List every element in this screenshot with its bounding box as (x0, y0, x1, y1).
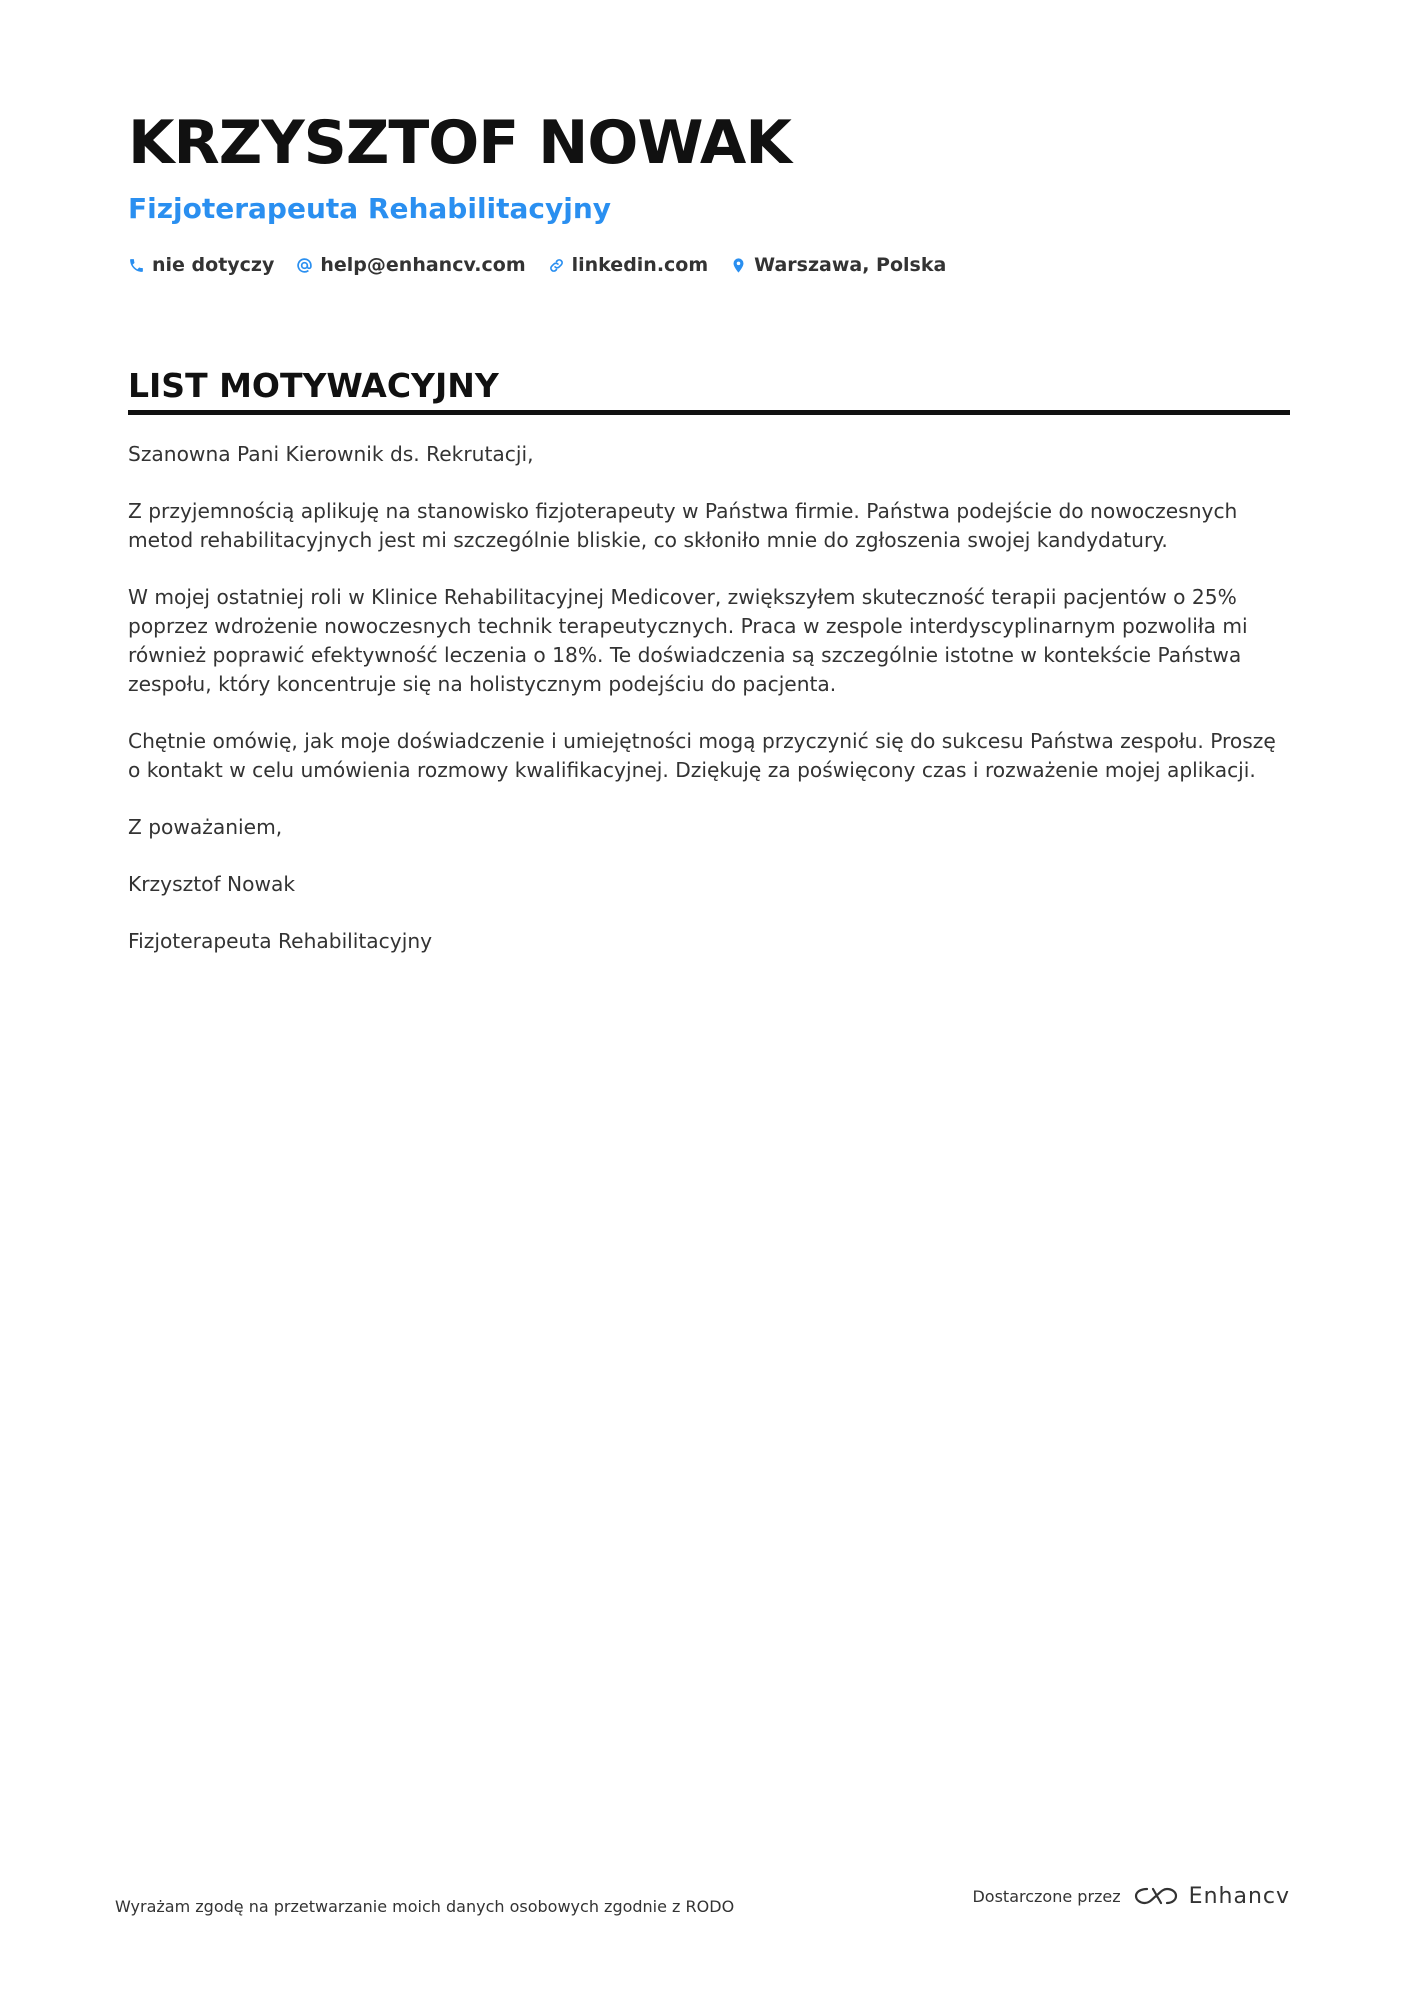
letter-paragraph-3: Chętnie omówię, jak moje doświadczenie i umiejętności mogą przyczynić się do sukcesu Państwa zespołu. Proszę o kontakt w celu umówienia rozmowy kwalifikacyjnej. Dziękuję za poświęcony czas i rozważenie mojej aplikacji. (128, 729, 1276, 782)
at-icon (296, 257, 313, 274)
letter-paragraph-1: Z przyjemnością aplikuję na stanowisko fizjoterapeuty w Państwa firmie. Państwa podejście do nowoczesnych metod rehabilitacyjnych jest mi szczególnie bliskie, co skłoniło mnie do zgłoszenia swojej kandydatury. (128, 499, 1238, 552)
contact-email[interactable] (296, 254, 525, 276)
contact-linkedin[interactable] (548, 254, 709, 276)
contact-email-text: help@enhancv.com (320, 254, 526, 276)
contact-location (730, 254, 946, 276)
signature-name: Krzysztof Nowak (128, 872, 296, 896)
provided-by[interactable] (972, 1883, 1290, 1909)
signature-title: Fizjoterapeuta Rehabilitacyjny (128, 929, 433, 953)
consent-note: Wyrażam zgodę na przetwarzanie moich danych osobowych zgodnie z RODO (115, 1897, 735, 1916)
letter-closing: Z poważaniem, (128, 815, 283, 839)
phone-icon (128, 257, 145, 274)
contact-location-text: Warszawa, Polska (754, 254, 947, 276)
applicant-title: Fizjoterapeuta Rehabilitacyjny (128, 192, 612, 225)
section-title: LIST MOTYWACYJNY (128, 366, 499, 405)
provided-by-label: Dostarczone przez (972, 1886, 1121, 1906)
letter-paragraph-2: W mojej ostatniej roli w Klinice Rehabilitacyjnej Medicover, zwiększyłem skuteczność terapii pacjentów o 25% poprzez wdrożenie nowoczesnych technik terapeutycznych. Praca w zespole interdyscyplinarnym pozwoliła mi również poprawić efektywność leczenia o 18%. Te doświadczenia są szczególnie istotne w kontekście Państwa zespołu, który koncentruje się na holistycznym podejściu do pacjenta. (128, 585, 1248, 696)
contact-phone-text: nie dotyczy (152, 254, 275, 276)
letter-body (128, 440, 1290, 984)
contact-linkedin-text: linkedin.com (571, 254, 709, 276)
section-divider (128, 410, 1290, 415)
location-pin-icon (730, 257, 747, 274)
letter-greeting: Szanowna Pani Kierownik ds. Rekrutacji, (128, 442, 534, 466)
contact-phone (128, 254, 274, 276)
enhancv-logo-icon (1133, 1883, 1179, 1909)
link-icon (548, 257, 565, 274)
applicant-name: KRZYSZTOF NOWAK (128, 108, 791, 178)
enhancv-brand: Enhancv (1188, 1883, 1290, 1909)
contact-bar (128, 254, 968, 276)
